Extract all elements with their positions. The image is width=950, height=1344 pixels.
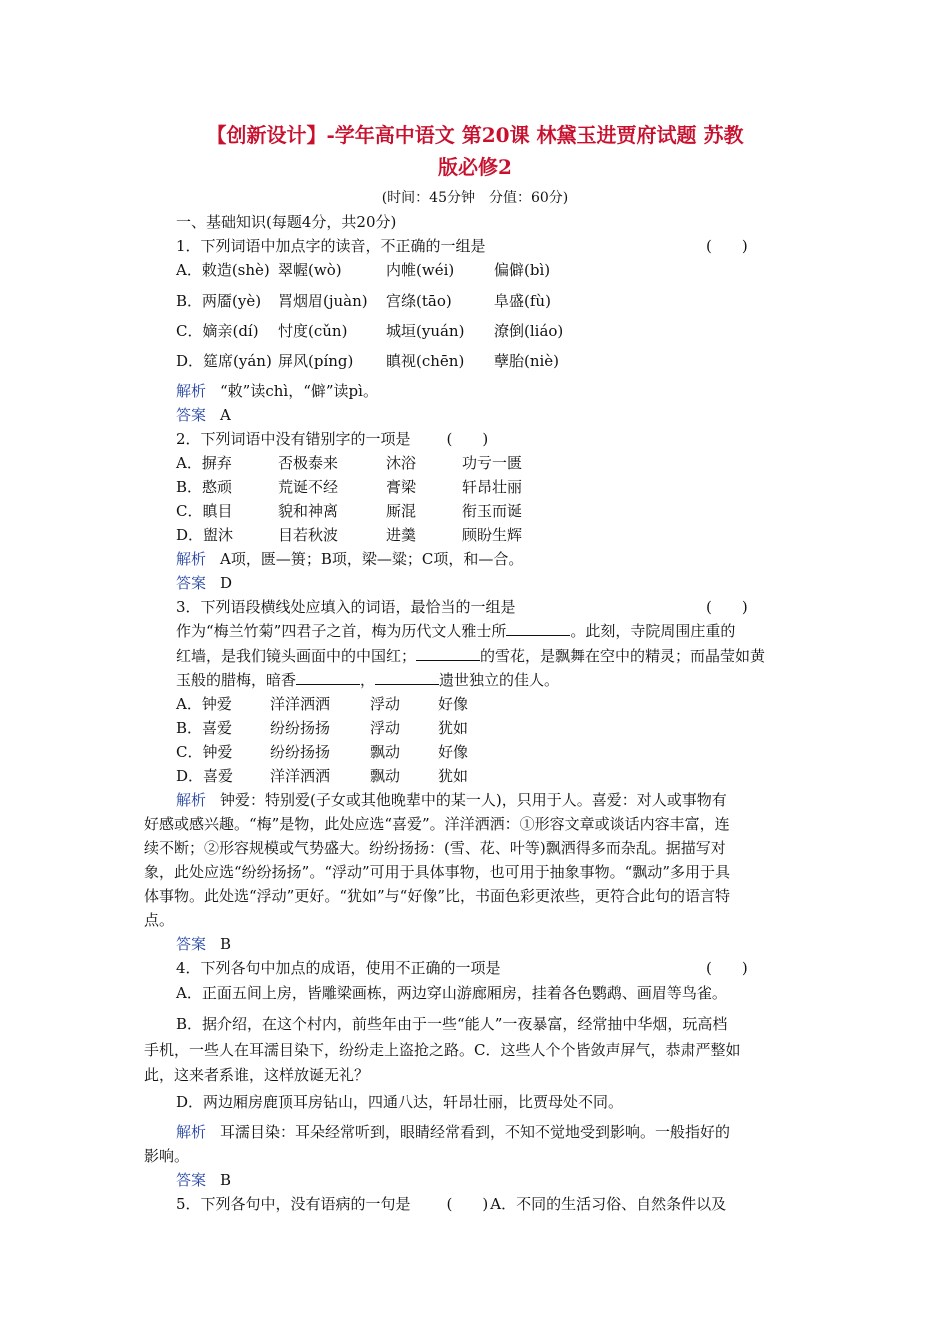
document-title: 【创新设计】-学年高中语文 第20课 林黛玉进贾府试题 苏教 <box>206 123 744 147</box>
q4-answer: 答案 B <box>176 1171 232 1189</box>
q1-option-a: A．敕造(shè) 翠幄(wò) 内帷(wéi) 偏僻(bì) <box>176 261 551 279</box>
q3-option-a: A．钟爱 洋洋洒洒 浮动 好像 <box>176 695 469 713</box>
document-title-cont: 版必修2 <box>438 155 512 179</box>
q3-analysis-line5: 体事物。此处选“浮动”更好。“犹如”与“好像”比，书面色彩更浓些，更符合此句的语言特 <box>144 887 731 905</box>
q1-answer: 答案 A <box>176 406 231 424</box>
question-2-stem: 2．下列词语中没有错别字的一项是 ( ) <box>176 430 489 448</box>
q4-analysis-line2: 影响。 <box>144 1147 190 1165</box>
q3-analysis-line1: 解析 钟爱：特别爱(子女或其他晚辈中的某一人)，只用于人。喜爱：对人或事物有 <box>176 791 727 809</box>
q3-analysis-line4: 象，此处应选“纷纷扬扬”。“浮动”可用于具体事物，也可用于抽象事物。“飘动”多用于具 <box>144 863 731 881</box>
q3-passage-line3: 玉般的腊梅，暗香 ， 遗世独立的佳人。 <box>176 671 560 689</box>
q4-option-b-line2: 手机，一些人在耳濡目染下，纷纷走上盗抢之路。C．这些人个个皆敛声屏气，恭肃严整如 <box>144 1041 741 1059</box>
q3-analysis-line6: 点。 <box>144 911 175 929</box>
q3-passage-line2: 红墙，是我们镜头画面中的中国红； 的雪花，是飘舞在空中的精灵；而晶莹如黄 <box>176 647 766 665</box>
q4-option-d: D．两边厢房鹿顶耳房钻山，四通八达，轩昂壮丽，比贾母处不同。 <box>176 1093 624 1111</box>
q1-option-b: B．两靥(yè) 罥烟眉(juàn) 宫绦(tāo) 阜盛(fù) <box>176 292 551 310</box>
question-4-stem: 4．下列各句中加点的成语，使用不正确的一项是 <box>176 959 501 977</box>
question-3-stem: 3．下列语段横线处应填入的词语，最恰当的一组是 <box>176 598 516 616</box>
q2-option-d: D．盥沐 目若秋波 进羹 顾盼生辉 <box>176 526 523 544</box>
fill-blank <box>416 646 480 661</box>
q1-option-c: C．嫡亲(dí) 忖度(cǔn) 城垣(yuán) 潦倒(liáo) <box>176 322 564 340</box>
question-1-stem: 1．下列词语中加点字的读音，不正确的一组是 <box>176 237 486 255</box>
q1-analysis: 解析 “敕”读chì，“僻”读pì。 <box>176 382 378 400</box>
q4-option-a: A．正面五间上房，皆雕梁画栋，两边穿山游廊厢房，挂着各色鹦鹉、画眉等鸟雀。 <box>176 984 727 1002</box>
answer-paren: ( ) <box>706 237 748 255</box>
q2-answer: 答案 D <box>176 574 233 592</box>
q1-option-d: D．筵席(yán) 屏风(píng) 瞋视(chēn) 孽胎(niè) <box>176 352 560 370</box>
fill-blank <box>375 670 439 685</box>
section-heading: 一、基础知识(每题4分，共20分) <box>176 213 397 231</box>
q2-option-a: A．摒弃 否极泰来 沐浴 功亏一匮 <box>176 454 523 472</box>
q3-option-b: B．喜爱 纷纷扬扬 浮动 犹如 <box>176 719 469 737</box>
time-info: (时间：45分钟 分值：60分) <box>381 190 569 206</box>
q3-option-d: D．喜爱 洋洋洒洒 飘动 犹如 <box>176 767 469 785</box>
q2-option-b: B．憨顽 荒诞不经 膏梁 轩昂壮丽 <box>176 478 523 496</box>
q3-option-c: C．钟爱 纷纷扬扬 飘动 好像 <box>176 743 469 761</box>
fill-blank <box>506 621 570 636</box>
q4-option-b-line3: 此，这来者系谁，这样放诞无礼？ <box>144 1066 370 1084</box>
fill-blank <box>296 670 360 685</box>
q2-option-c: C．瞋目 貌和神离 厮混 衔玉而诞 <box>176 502 523 520</box>
q3-analysis-line2: 好感或感兴趣。“梅”是物，此处应选“喜爱”。洋洋洒洒：①形容文章或谈话内容丰富，连 <box>144 815 730 833</box>
q3-passage-line1: 作为“梅兰竹菊”四君子之首，梅为历代文人雅士所 。此刻，寺院周围庄重的 <box>176 622 736 640</box>
q2-analysis: 解析 A项，匮—篑；B项，梁—粱；C项，和—合。 <box>176 550 524 568</box>
q3-answer: 答案 B <box>176 935 232 953</box>
q4-analysis-line1: 解析 耳濡目染：耳朵经常听到，眼睛经常看到，不知不觉地受到影响。一般指好的 <box>176 1123 731 1141</box>
question-5-stem: 5．下列各句中，没有语病的一句是 ( ) A．不同的生活习俗、自然条件以及 <box>176 1195 727 1213</box>
q4-option-b-line1: B．据介绍，在这个村内，前些年由于一些“能人”一夜暴富，经常抽中华烟，玩高档 <box>176 1015 728 1033</box>
answer-paren: ( ) <box>706 959 748 977</box>
q3-analysis-line3: 续不断；②形容规模或气势盛大。纷纷扬扬：(雪、花、叶等)飘洒得多而杂乱。据描写对 <box>144 839 726 857</box>
answer-paren: ( ) <box>706 598 748 616</box>
